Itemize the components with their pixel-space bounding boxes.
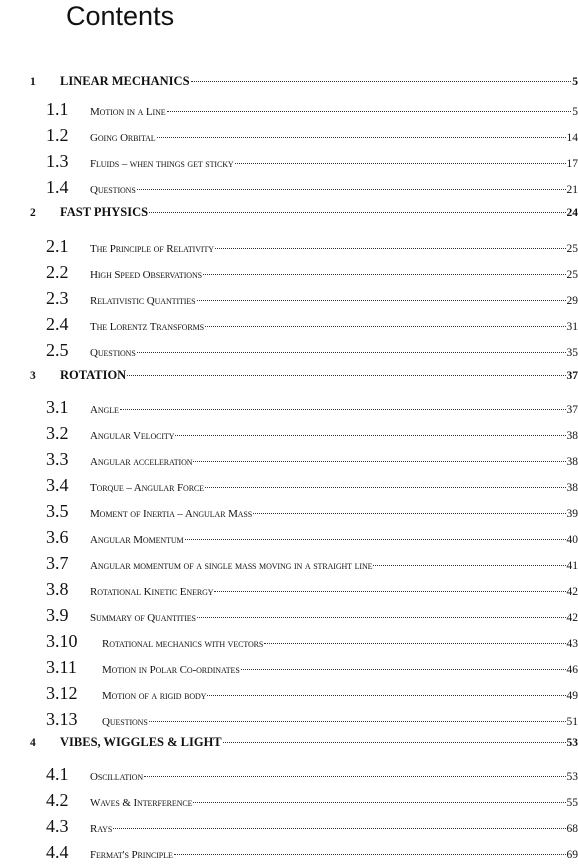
entry-page: 51 — [567, 716, 578, 728]
entry-page: 69 — [567, 849, 578, 861]
entry-label: Rotational Kinetic Energy — [90, 586, 213, 598]
dot-leader — [137, 189, 566, 190]
toc-section-3-1[interactable] — [0, 398, 578, 420]
toc-chapter-2[interactable] — [0, 205, 578, 227]
dot-leader — [113, 828, 565, 829]
dot-leader — [197, 617, 566, 618]
entry-number: 2.2 — [0, 263, 90, 281]
entry-page: 38 — [567, 482, 578, 494]
entry-page: 25 — [567, 269, 578, 281]
toc-section-3-8[interactable] — [0, 580, 578, 602]
entry-page: 38 — [567, 456, 578, 468]
entry-label: Motion of a rigid body — [102, 690, 206, 702]
entry-label: Angular Momentum — [90, 534, 184, 546]
entry-number: 3.4 — [0, 476, 90, 494]
dot-leader — [205, 487, 566, 488]
entry-label: Motion in Polar Co-ordinates — [102, 664, 240, 676]
entry-page: 35 — [567, 347, 578, 359]
entry-page: 68 — [567, 823, 578, 835]
entry-page: 46 — [567, 664, 578, 676]
dot-leader — [197, 300, 566, 301]
entry-number: 1 — [0, 76, 54, 88]
dot-leader — [223, 742, 566, 743]
entry-page: 14 — [567, 132, 578, 144]
dot-leader — [144, 776, 565, 777]
entry-number: 2.3 — [0, 289, 90, 307]
entry-label: Waves & Interference — [90, 797, 192, 809]
entry-label: Fluids – when things get sticky — [90, 158, 234, 170]
dot-leader — [207, 695, 565, 696]
dot-leader — [264, 643, 565, 644]
entry-page: 43 — [567, 638, 578, 650]
entry-number: 2 — [0, 207, 54, 219]
entry-page: 24 — [567, 207, 578, 219]
entry-label: FAST PHYSICS — [60, 205, 148, 220]
entry-label: Questions — [102, 716, 148, 728]
toc-section-1-2[interactable] — [0, 126, 578, 148]
entry-number: 4.4 — [0, 843, 90, 861]
entry-page: 29 — [567, 295, 578, 307]
entry-page: 55 — [567, 797, 578, 809]
entry-page: 37 — [567, 404, 578, 416]
entry-page: 5 — [572, 106, 578, 118]
entry-number: 3.10 — [0, 632, 102, 650]
toc-section-2-2[interactable] — [0, 263, 578, 285]
toc-section-3-9[interactable] — [0, 606, 578, 628]
toc-section-2-1[interactable] — [0, 237, 578, 259]
entry-number: 1.2 — [0, 126, 90, 144]
entry-page: 21 — [567, 184, 578, 196]
toc-section-4-3[interactable] — [0, 817, 578, 839]
toc-section-4-1[interactable] — [0, 765, 578, 787]
entry-number: 2.5 — [0, 341, 90, 359]
entry-number: 1.4 — [0, 178, 90, 196]
entry-label: Angular momentum of a single mass moving in a straight line — [90, 560, 372, 572]
entry-label: Angular acceleration — [90, 456, 192, 468]
toc-section-3-6[interactable] — [0, 528, 578, 550]
entry-label: Questions — [90, 347, 136, 359]
toc-section-4-4[interactable] — [0, 843, 578, 865]
dot-leader — [193, 802, 565, 803]
entry-label: Moment of Inertia – Angular Mass — [90, 508, 252, 520]
entry-number: 1.1 — [0, 100, 90, 118]
entry-number: 1.3 — [0, 152, 90, 170]
entry-label: Angle — [90, 404, 119, 416]
entry-number: 4.1 — [0, 765, 90, 783]
toc-section-3-2[interactable] — [0, 424, 578, 446]
toc-section-1-1[interactable] — [0, 100, 578, 122]
entry-number: 3.2 — [0, 424, 90, 442]
toc-section-2-5[interactable] — [0, 341, 578, 363]
dot-leader — [149, 212, 565, 213]
toc-chapter-3[interactable] — [0, 368, 578, 390]
entry-page: 41 — [567, 560, 578, 572]
entry-page: 40 — [567, 534, 578, 546]
toc-section-1-3[interactable] — [0, 152, 578, 174]
toc-chapter-1[interactable] — [0, 74, 578, 96]
entry-page: 53 — [567, 737, 578, 749]
dot-leader — [205, 326, 566, 327]
dot-leader — [215, 248, 566, 249]
entry-page: 49 — [567, 690, 578, 702]
toc-section-3-10[interactable] — [0, 632, 578, 654]
entry-number: 3.9 — [0, 606, 90, 624]
toc-section-3-4[interactable] — [0, 476, 578, 498]
entry-number: 3.12 — [0, 684, 102, 702]
dot-leader — [149, 721, 566, 722]
entry-number: 3.5 — [0, 502, 90, 520]
toc-section-2-4[interactable] — [0, 315, 578, 337]
dot-leader — [193, 461, 565, 462]
toc-section-3-5[interactable] — [0, 502, 578, 524]
dot-leader — [167, 111, 572, 112]
entry-number: 3 — [0, 370, 54, 382]
entry-label: Going Orbital — [90, 132, 156, 144]
entry-label: Angular Velocity — [90, 430, 174, 442]
dot-leader — [174, 854, 566, 855]
entry-number: 3.13 — [0, 710, 102, 728]
entry-label: The Principle of Relativity — [90, 243, 214, 255]
dot-leader — [127, 375, 565, 376]
entry-label: Questions — [90, 184, 136, 196]
entry-number: 4 — [0, 737, 54, 749]
dot-leader — [214, 591, 565, 592]
toc-section-1-4[interactable] — [0, 178, 578, 200]
entry-number: 3.6 — [0, 528, 90, 546]
entry-label: Oscillation — [90, 771, 143, 783]
entry-number: 3.1 — [0, 398, 90, 416]
dot-leader — [235, 163, 566, 164]
entry-page: 39 — [567, 508, 578, 520]
toc-section-3-3[interactable] — [0, 450, 578, 472]
entry-label: Fermat's Principle — [90, 849, 173, 861]
dot-leader — [253, 513, 565, 514]
entry-label: Motion in a Line — [90, 106, 166, 118]
entry-number: 3.3 — [0, 450, 90, 468]
toc-section-4-2[interactable] — [0, 791, 578, 813]
toc-section-3-11[interactable] — [0, 658, 578, 680]
entry-number: 2.4 — [0, 315, 90, 333]
dot-leader — [157, 137, 566, 138]
entry-label: High Speed Observations — [90, 269, 202, 281]
dot-leader — [137, 352, 566, 353]
toc-section-2-3[interactable] — [0, 289, 578, 311]
entry-page: 31 — [567, 321, 578, 333]
dot-leader — [241, 669, 566, 670]
entry-number: 3.7 — [0, 554, 90, 572]
entry-page: 42 — [567, 612, 578, 624]
entry-page: 25 — [567, 243, 578, 255]
entry-label: LINEAR MECHANICS — [60, 74, 190, 89]
entry-number: 3.11 — [0, 658, 102, 676]
entry-label: Torque – Angular Force — [90, 482, 204, 494]
entry-label: VIBES, WIGGLES & LIGHT — [60, 735, 222, 750]
entry-label: Rays — [90, 823, 112, 835]
entry-label: Rotational mechanics with vectors — [102, 638, 263, 650]
dot-leader — [185, 539, 566, 540]
entry-page: 37 — [567, 370, 578, 382]
toc-section-3-13[interactable] — [0, 710, 578, 732]
entry-page: 17 — [567, 158, 578, 170]
entry-page: 5 — [572, 76, 578, 88]
page-title: Contents — [66, 0, 174, 32]
entry-page: 38 — [567, 430, 578, 442]
dot-leader — [203, 274, 566, 275]
entry-number: 4.3 — [0, 817, 90, 835]
entry-page: 42 — [567, 586, 578, 598]
dot-leader — [373, 565, 565, 566]
entry-page: 53 — [567, 771, 578, 783]
dot-leader — [191, 81, 572, 82]
toc-chapter-4[interactable] — [0, 735, 578, 757]
entry-label: Relativistic Quantities — [90, 295, 196, 307]
dot-leader — [175, 435, 565, 436]
entry-label: The Lorentz Transforms — [90, 321, 204, 333]
entry-number: 2.1 — [0, 237, 90, 255]
entry-number: 3.8 — [0, 580, 90, 598]
dot-leader — [120, 409, 566, 410]
entry-label: Summary of Quantities — [90, 612, 196, 624]
toc-section-3-7[interactable] — [0, 554, 578, 576]
toc-section-3-12[interactable] — [0, 684, 578, 706]
entry-label: ROTATION — [60, 368, 126, 383]
entry-number: 4.2 — [0, 791, 90, 809]
